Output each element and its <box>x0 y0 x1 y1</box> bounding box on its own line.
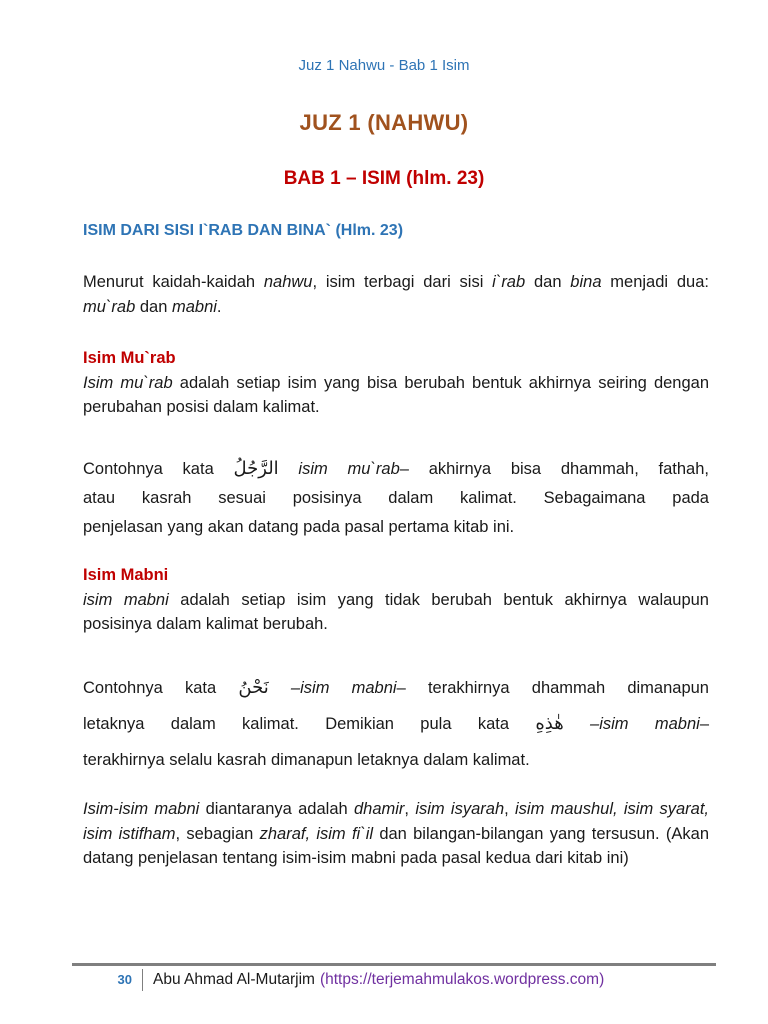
arabic-word-nahnu: نَحْنُ <box>238 677 269 698</box>
list-text: , sebagian <box>175 824 260 843</box>
example-text: – <box>699 715 709 733</box>
term-isim-mabni: isim mabni <box>83 590 169 609</box>
term-isim-maushul-syarat-istifham: isim maushul, isim syarat, isim istifham <box>83 800 710 843</box>
intro-text: menjadi dua: <box>601 273 709 291</box>
murab-definition <box>83 346 709 420</box>
term-isim-murab: Isim mu`rab <box>83 373 173 392</box>
bab-title: BAB 1 – ISIM (hlm. 23) <box>283 168 485 189</box>
arabic-word-hadzihi: هٰذِهِ <box>535 713 564 734</box>
mabni-example-line3: terakhirnya selalu kasrah dimanapun letaknya dalam kalimat. <box>83 751 530 769</box>
example-text: – akhirnya bisa dhammah, fathah, <box>399 460 709 478</box>
mabni-heading: Isim Mabni <box>83 566 169 584</box>
page-number: 30 <box>72 969 143 991</box>
term-bina: bina <box>570 273 602 291</box>
intro-text: dan <box>525 273 571 291</box>
list-text: , <box>504 800 516 818</box>
intro-text: Menurut kaidah-kaidah <box>83 273 264 291</box>
mabni-example-line2 <box>83 706 709 742</box>
list-text: diantaranya adalah <box>199 800 354 818</box>
example-text: letaknya dalam kalimat. Demikian pula kata <box>83 715 536 733</box>
mabni-def-text: adalah setiap isim yang tidak berubah bentuk akhirnya walaupun posisinya dalam kalimat berubah. <box>83 590 709 633</box>
term-irab: i`rab <box>492 273 526 291</box>
term-dhamir: dhamir <box>353 800 405 818</box>
term-zharaf-isim-fiil: zharaf, isim fi`il <box>259 824 374 843</box>
running-head: Juz 1 Nahwu - Bab 1 Isim <box>298 57 470 74</box>
intro-text: , isim terbagi dari sisi <box>312 273 493 291</box>
example-text: Contohnya kata <box>83 679 239 697</box>
term-murab: mu`rab <box>83 297 136 316</box>
footer-author: Abu Ahmad Al-Mutarjim <box>153 971 315 988</box>
footer-url-link[interactable]: (https://terjemahmulakos.wordpress.com) <box>319 971 605 988</box>
term-nahwu: nahwu <box>263 273 313 291</box>
mabni-example-line1 <box>83 670 709 706</box>
term-isim-murab: isim mu`rab <box>278 460 400 478</box>
mabni-example <box>83 670 709 778</box>
intro-text: dan <box>135 297 172 316</box>
mabni-list-paragraph <box>83 797 709 871</box>
arabic-word-arrajulu: الرَّجُلُ <box>233 458 279 479</box>
murab-example-line2: atau kasrah sesuai posisinya dalam kalimat. Sebagaimana pada <box>83 489 709 507</box>
section-heading: ISIM DARI SISI I`RAB DAN BINA` (Hlm. 23) <box>83 222 404 239</box>
example-text: – terakhirnya dhammah dimanapun <box>396 679 709 697</box>
murab-example-line3: penjelasan yang akan datang pada pasal pertama kitab ini. <box>83 518 515 536</box>
term-isim-mabni: –isim mabni <box>563 715 700 733</box>
juz-title: JUZ 1 (NAHWU) <box>299 110 469 135</box>
example-text: Contohnya kata <box>83 460 234 478</box>
intro-text: . <box>216 297 222 316</box>
intro-paragraph <box>83 270 709 319</box>
page-footer <box>72 968 716 992</box>
term-isim-isyarah: isim isyarah <box>415 800 505 818</box>
term-isim-mabni: –isim mabni <box>268 679 397 697</box>
murab-example-line1 <box>83 454 709 484</box>
list-text: dan bilangan-bilangan yang tersusun. (Akan datang penjelasan tentang isim-isim mabni pada pasal kedua dari kitab ini) <box>83 824 710 867</box>
list-text: , <box>404 800 416 818</box>
mabni-definition <box>83 563 709 637</box>
murab-heading: Isim Mu`rab <box>83 349 176 367</box>
term-mabni: mabni <box>171 297 217 316</box>
murab-def-text: adalah setiap isim yang bisa berubah bentuk akhirnya seiring dengan perubahan posisi dalam kalimat. <box>83 373 710 416</box>
term-isim-isim-mabni: Isim-isim mabni <box>83 800 200 818</box>
footer-divider <box>72 963 716 966</box>
murab-example <box>83 454 709 542</box>
